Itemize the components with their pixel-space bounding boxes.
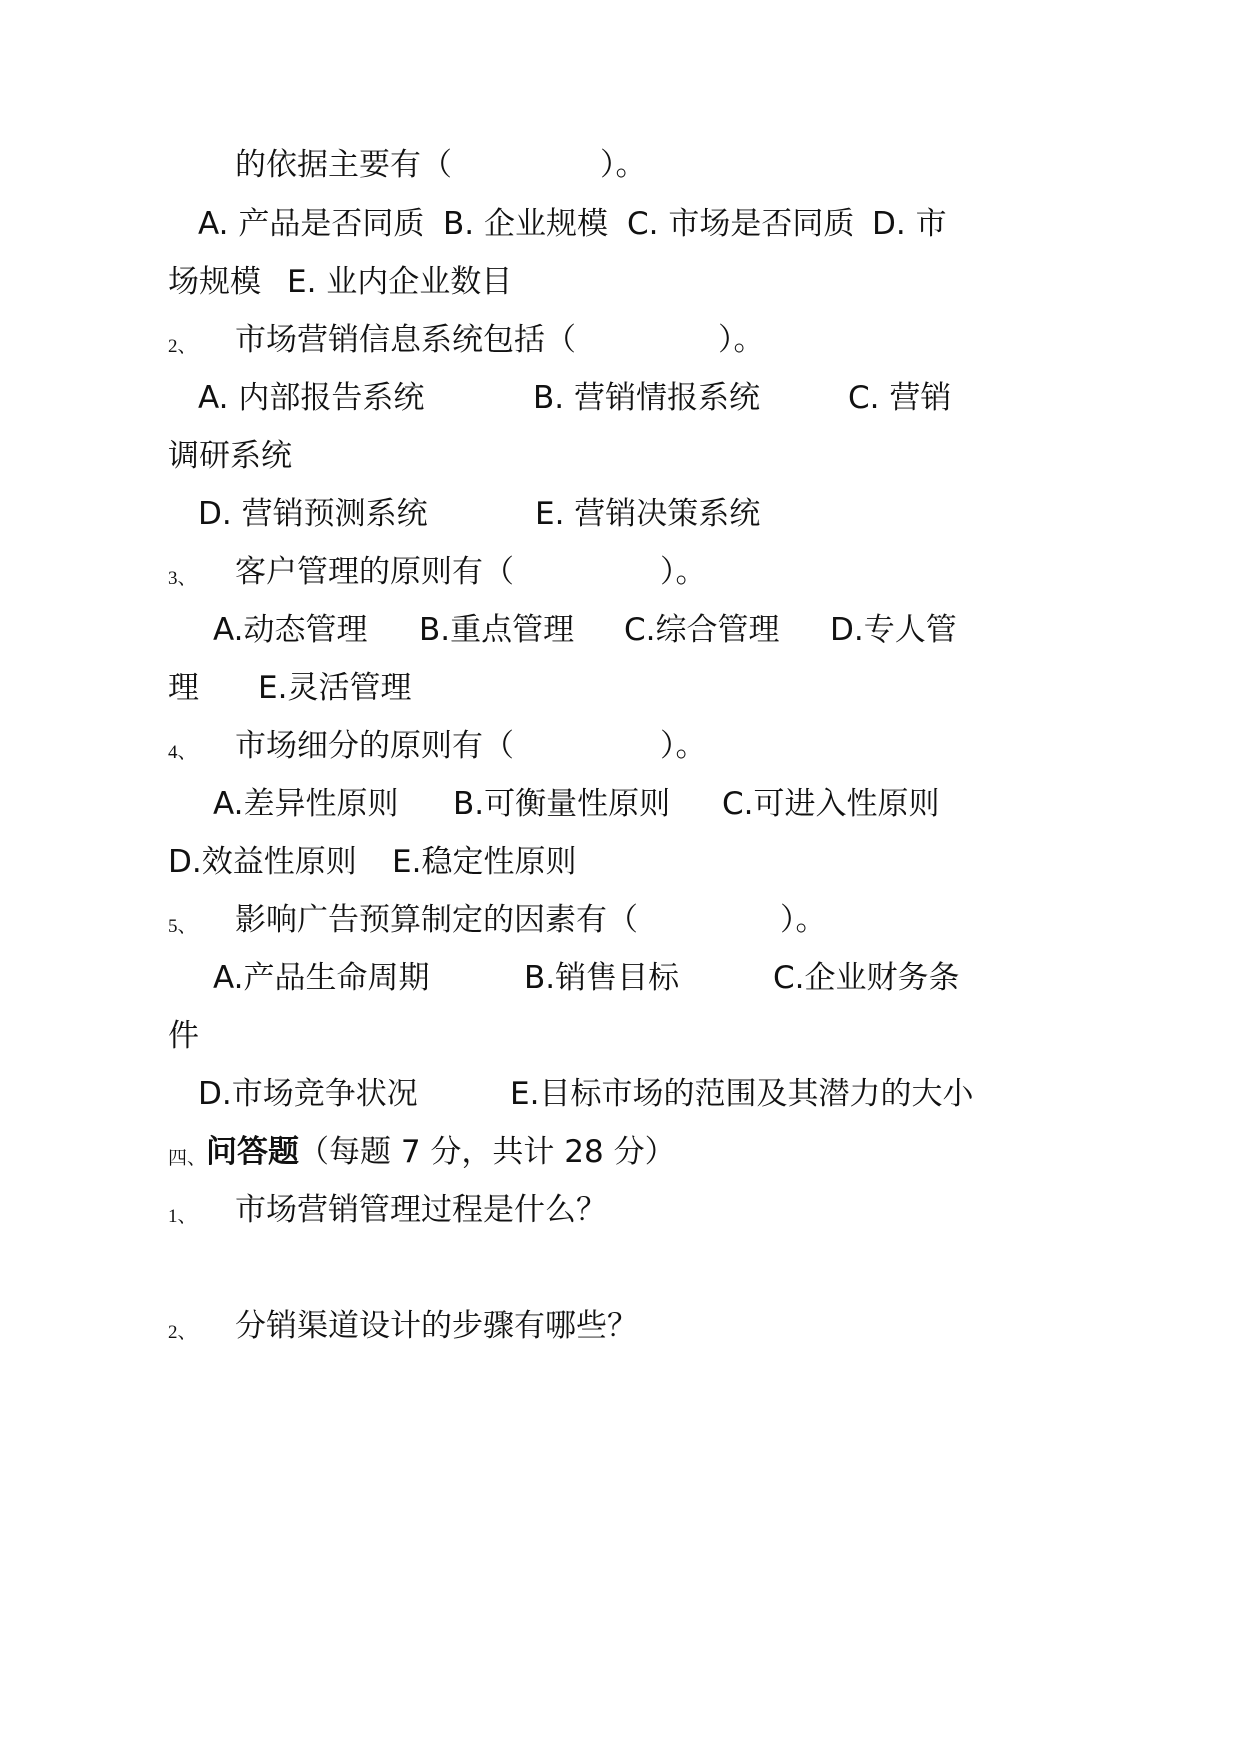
question-number: 2、	[168, 336, 197, 357]
section-score-note: （每题 7 分，共计 28 分）	[298, 1134, 676, 1170]
option-b: B. 企业规模	[443, 206, 608, 242]
option-c-continued: 件	[168, 1018, 199, 1054]
question-stem: 影响广告预算制定的因素有（	[235, 902, 638, 938]
option-c: C. 营销	[848, 380, 952, 416]
option-a: A. 产品是否同质	[198, 206, 425, 242]
question-1-stem: 的依据主要有（	[235, 147, 452, 183]
option-d: D.效益性原则	[168, 844, 357, 880]
option-c: C.综合管理	[624, 612, 780, 648]
answer-blank-close: ）。	[780, 902, 827, 938]
option-e: E.目标市场的范围及其潜力的大小	[510, 1076, 974, 1112]
answer-blank-close: ）。	[718, 322, 765, 358]
option-b: B. 营销情报系统	[533, 380, 760, 416]
question-number: 2、	[168, 1322, 197, 1343]
option-b: B.可衡量性原则	[453, 786, 671, 822]
option-d: D.专人管	[830, 612, 957, 648]
question-number: 3、	[168, 568, 197, 589]
question-stem: 市场细分的原则有（	[235, 728, 514, 764]
option-d: D. 市	[872, 206, 947, 242]
option-a: A.动态管理	[213, 612, 368, 648]
question-stem: 市场营销管理过程是什么？	[235, 1192, 607, 1228]
question-stem: 分销渠道设计的步骤有哪些？	[235, 1308, 638, 1344]
option-c: C.可进入性原则	[722, 786, 940, 822]
question-number: 5、	[168, 916, 197, 937]
question-number: 4、	[168, 742, 197, 763]
option-a: A.产品生命周期	[213, 960, 430, 996]
option-d: D. 营销预测系统	[198, 496, 428, 532]
option-b: B.重点管理	[419, 612, 575, 648]
option-c: C. 市场是否同质	[627, 206, 855, 242]
option-a: A. 内部报告系统	[198, 380, 425, 416]
option-a: A.差异性原则	[213, 786, 399, 822]
question-number: 1、	[168, 1206, 197, 1227]
option-d-continued: 理	[168, 670, 199, 706]
answer-blank-close: ）。	[660, 554, 707, 590]
question-stem: 市场营销信息系统包括（	[235, 322, 576, 358]
option-e: E. 业内企业数目	[287, 264, 513, 300]
option-c-continued: 调研系统	[168, 438, 292, 474]
option-b: B.销售目标	[524, 960, 680, 996]
section-number: 四、	[168, 1148, 207, 1169]
option-e: E.灵活管理	[258, 670, 412, 706]
option-e: E.稳定性原则	[392, 844, 577, 880]
section-title: 问答题	[206, 1134, 299, 1170]
answer-blank-close: ）。	[660, 728, 707, 764]
question-stem: 客户管理的原则有（	[235, 554, 514, 590]
option-c: C.企业财务条	[773, 960, 960, 996]
option-d: D.市场竞争状况	[198, 1076, 418, 1112]
answer-blank-close: ）。	[600, 147, 647, 183]
option-d-continued: 场规模	[168, 264, 261, 300]
option-e: E. 营销决策系统	[535, 496, 761, 532]
